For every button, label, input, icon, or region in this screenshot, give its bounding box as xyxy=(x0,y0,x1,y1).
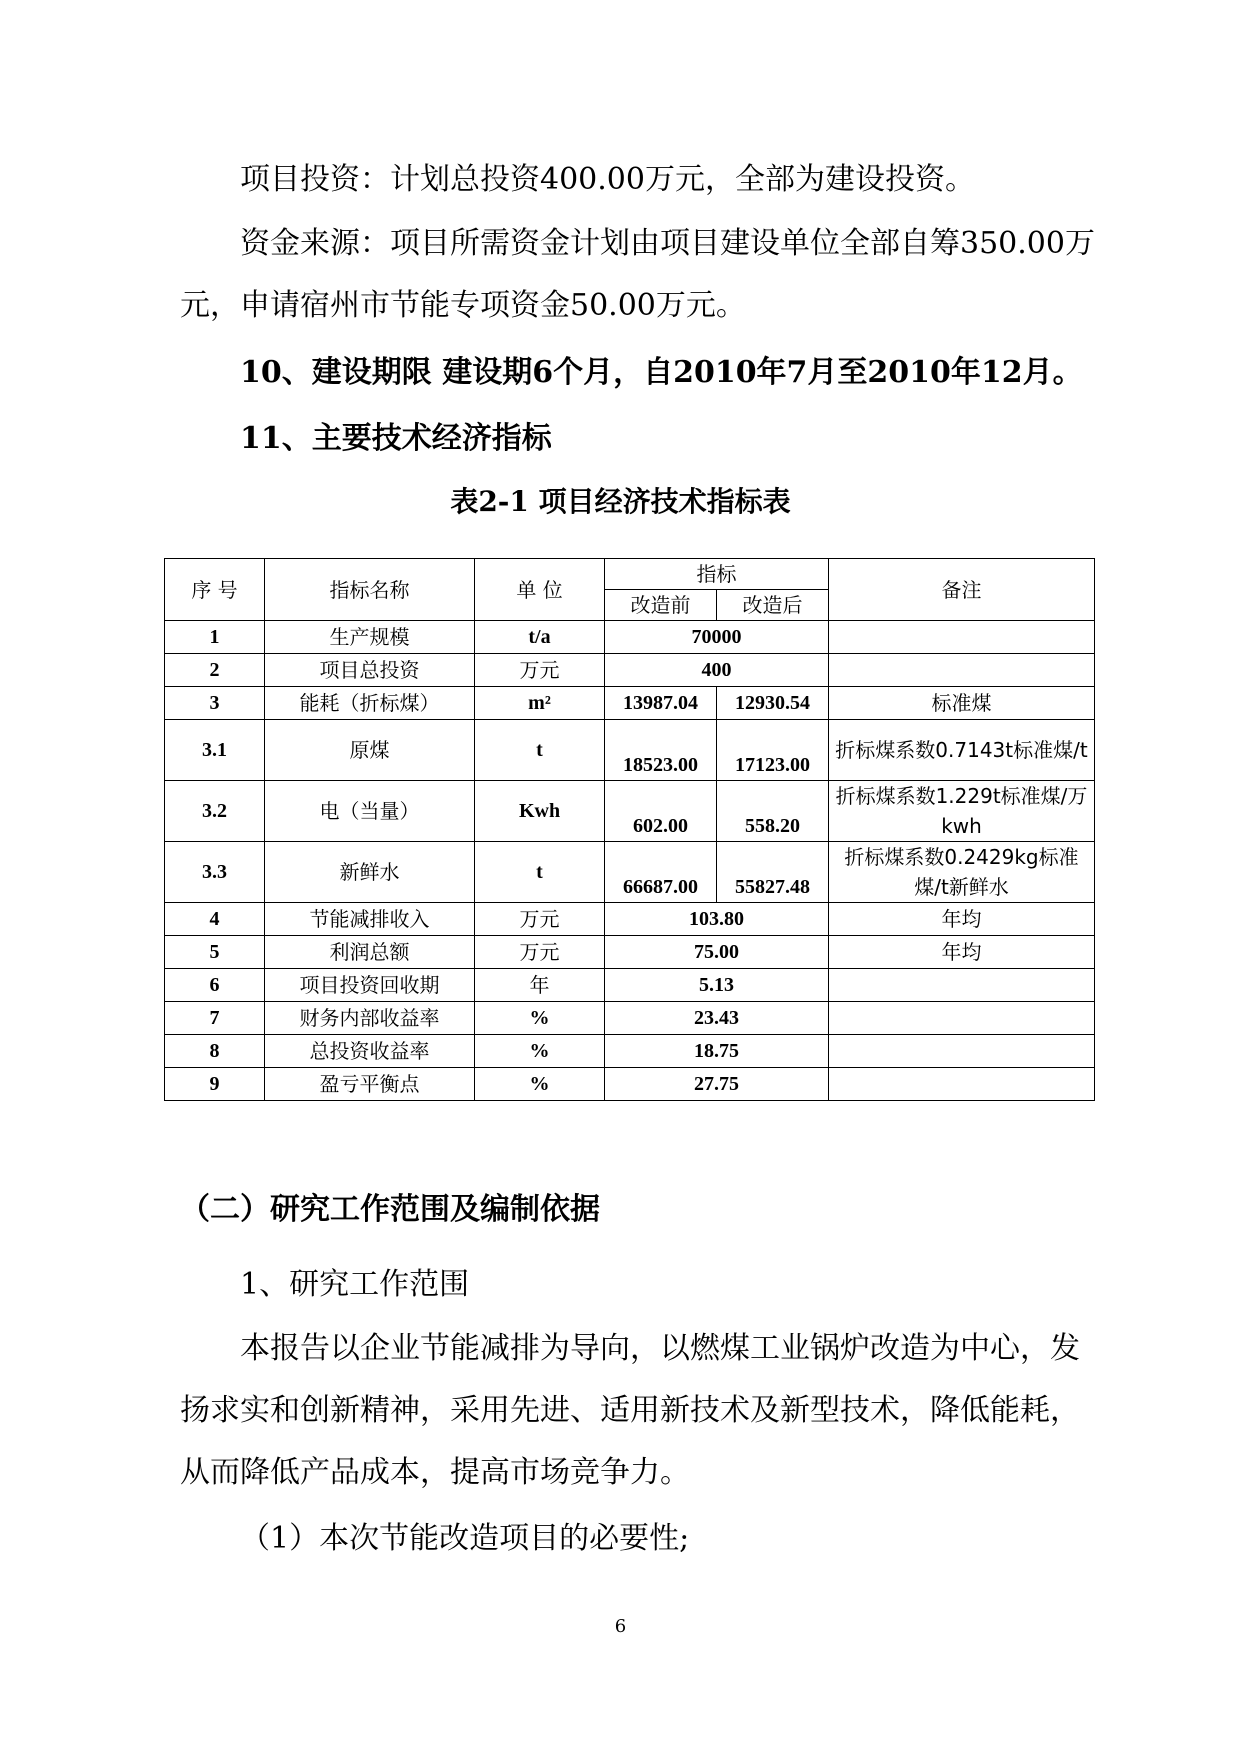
funding-source-paragraph: 资金来源：项目所需资金计划由项目建设单位全部自筹350.00万元，申请宿州市节能专项资金50.00万元。 xyxy=(180,226,1095,323)
header-name: 指标名称 xyxy=(265,559,475,621)
row-before: 18523.00 xyxy=(605,720,717,781)
header-unit: 单 位 xyxy=(475,559,605,621)
table-caption: 表2-1 项目经济技术指标表 xyxy=(450,485,791,518)
row-note: 折标煤系数0.7143t标准煤/t xyxy=(829,720,1095,781)
row-seq: 3 xyxy=(165,687,265,720)
row-note xyxy=(829,1002,1095,1035)
row-value: 103.80 xyxy=(605,903,829,936)
header-note: 备注 xyxy=(829,559,1095,621)
row-value: 400 xyxy=(605,654,829,687)
row-unit: m² xyxy=(475,687,605,720)
row-value: 75.00 xyxy=(605,936,829,969)
row-unit: 年 xyxy=(475,969,605,1002)
row-unit: Kwh xyxy=(475,781,605,842)
row-name: 电（当量） xyxy=(265,781,475,842)
row-note xyxy=(829,654,1095,687)
row-name: 项目总投资 xyxy=(265,654,475,687)
necessity-item: （1）本次节能改造项目的必要性; xyxy=(240,1521,690,1556)
row-seq: 4 xyxy=(165,903,265,936)
row-seq: 9 xyxy=(165,1068,265,1101)
row-name: 盈亏平衡点 xyxy=(265,1068,475,1101)
row-value: 23.43 xyxy=(605,1002,829,1035)
row-before: 13987.04 xyxy=(605,687,717,720)
table-row xyxy=(165,903,1095,936)
row-after: 12930.54 xyxy=(717,687,829,720)
row-unit: % xyxy=(475,1002,605,1035)
row-name: 利润总额 xyxy=(265,936,475,969)
row-note xyxy=(829,1068,1095,1101)
table-row xyxy=(165,720,1095,781)
row-seq: 3.1 xyxy=(165,720,265,781)
row-unit: t/a xyxy=(475,621,605,654)
row-name: 生产规模 xyxy=(265,621,475,654)
header-indicator: 指标 xyxy=(605,559,829,590)
row-value: 27.75 xyxy=(605,1068,829,1101)
row-after: 17123.00 xyxy=(717,720,829,781)
table-row xyxy=(165,1002,1095,1035)
row-value: 18.75 xyxy=(605,1035,829,1068)
table-row xyxy=(165,969,1095,1002)
row-name: 财务内部收益率 xyxy=(265,1002,475,1035)
row-unit: 万元 xyxy=(475,936,605,969)
row-name: 能耗（折标煤） xyxy=(265,687,475,720)
table-row xyxy=(165,842,1095,903)
row-note: 年均 xyxy=(829,936,1095,969)
table-row xyxy=(165,936,1095,969)
row-note xyxy=(829,1035,1095,1068)
row-unit: % xyxy=(475,1035,605,1068)
table-row xyxy=(165,654,1095,687)
row-note: 标准煤 xyxy=(829,687,1095,720)
row-name: 总投资收益率 xyxy=(265,1035,475,1068)
table-row xyxy=(165,1035,1095,1068)
row-seq: 1 xyxy=(165,621,265,654)
page-number: 6 xyxy=(614,1616,627,1637)
row-unit: % xyxy=(475,1068,605,1101)
row-note: 年均 xyxy=(829,903,1095,936)
row-seq: 5 xyxy=(165,936,265,969)
row-after: 558.20 xyxy=(717,781,829,842)
row-name: 新鲜水 xyxy=(265,842,475,903)
investment-paragraph: 项目投资：计划总投资400.00万元，全部为建设投资。 xyxy=(240,162,975,197)
row-seq: 7 xyxy=(165,1002,265,1035)
row-name: 原煤 xyxy=(265,720,475,781)
row-value: 5.13 xyxy=(605,969,829,1002)
row-seq: 2 xyxy=(165,654,265,687)
header-after: 改造后 xyxy=(717,590,829,621)
row-seq: 3.3 xyxy=(165,842,265,903)
scope-paragraph: 本报告以企业节能减排为导向，以燃煤工业锅炉改造为中心，发扬求实和创新精神，采用先进、适用新技术及新型技术，降低能耗，从而降低产品成本，提高市场竞争力。 xyxy=(180,1331,1080,1490)
row-before: 602.00 xyxy=(605,781,717,842)
table-row xyxy=(165,1068,1095,1101)
row-name: 节能减排收入 xyxy=(265,903,475,936)
table-row xyxy=(165,687,1095,720)
row-note: 折标煤系数1.229t标准煤/万kwh xyxy=(829,781,1095,842)
row-seq: 6 xyxy=(165,969,265,1002)
row-name: 项目投资回收期 xyxy=(265,969,475,1002)
header-before: 改造前 xyxy=(605,590,717,621)
row-before: 66687.00 xyxy=(605,842,717,903)
row-note: 折标煤系数0.2429kg标准煤/t新鲜水 xyxy=(829,842,1095,903)
row-after: 55827.48 xyxy=(717,842,829,903)
header-seq: 序 号 xyxy=(165,559,265,621)
construction-period-paragraph: 10、建设期限 建设期6个月，自2010年7月至2010年12月。 xyxy=(240,355,1083,390)
row-seq: 8 xyxy=(165,1035,265,1068)
row-unit: t xyxy=(475,842,605,903)
table-row xyxy=(165,781,1095,842)
row-seq: 3.2 xyxy=(165,781,265,842)
indicators-table xyxy=(164,558,1095,1101)
row-note xyxy=(829,621,1095,654)
row-value: 70000 xyxy=(605,621,829,654)
row-note xyxy=(829,969,1095,1002)
indicators-heading: 11、主要技术经济指标 xyxy=(240,421,552,456)
table-row xyxy=(165,621,1095,654)
row-unit: 万元 xyxy=(475,654,605,687)
row-unit: t xyxy=(475,720,605,781)
row-unit: 万元 xyxy=(475,903,605,936)
subsection-heading: 1、研究工作范围 xyxy=(240,1267,470,1302)
section-heading: （二）研究工作范围及编制依据 xyxy=(180,1192,600,1227)
